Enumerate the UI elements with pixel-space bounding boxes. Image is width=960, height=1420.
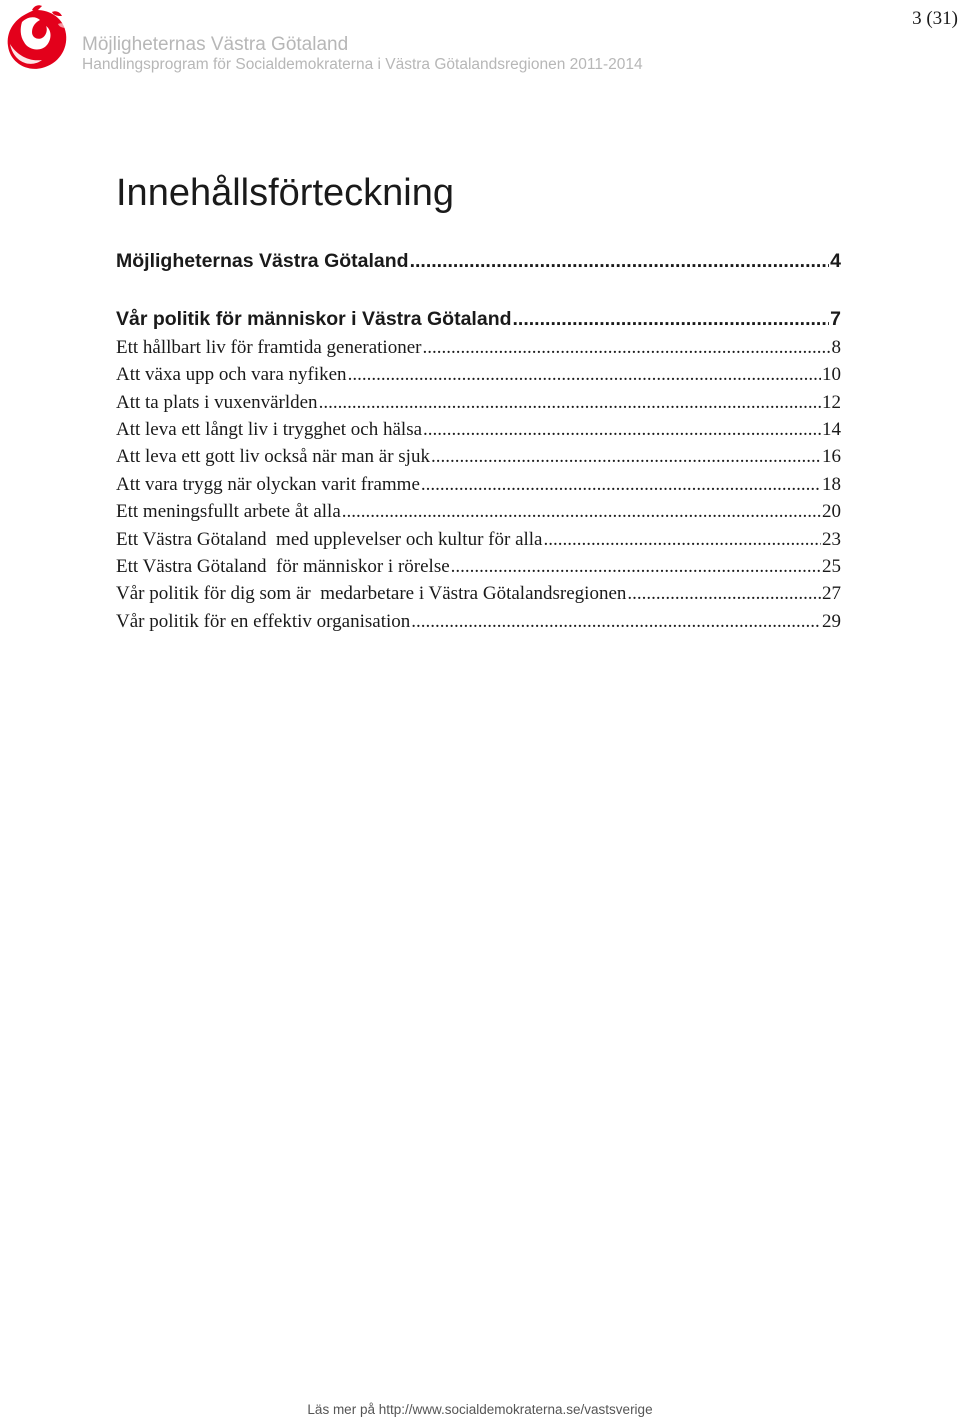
- header-title: Möjligheternas Västra Götaland: [82, 34, 349, 55]
- toc-entry-label: Att ta plats i vuxenvärlden: [116, 391, 318, 413]
- toc-entry-page: 25: [822, 555, 841, 577]
- toc-leader-dots: [342, 498, 821, 525]
- toc-entry-page: 14: [822, 418, 841, 440]
- toc-entry-label: Att växa upp och vara nyfiken: [116, 364, 347, 386]
- toc-entry-page: 10: [822, 364, 841, 386]
- toc-entry[interactable]: [116, 248, 841, 275]
- toc-entry[interactable]: [116, 526, 841, 553]
- toc-entry-label: Vår politik för dig som är medarbetare i Västra Götalandsregionen: [116, 583, 627, 605]
- toc-entry[interactable]: [116, 498, 841, 525]
- toc-entry[interactable]: [116, 580, 841, 607]
- toc-leader-dots: [544, 526, 822, 553]
- toc-entry-page: 29: [822, 610, 841, 632]
- toc-entry-page: 27: [822, 583, 841, 605]
- toc-leader-dots: [319, 389, 821, 416]
- toc-entry-label: Att leva ett gott liv också när man är sjuk: [116, 446, 430, 468]
- toc-entry-label: Ett hållbart liv för framtida generationer: [116, 336, 422, 358]
- toc-entry-label: Att leva ett långt liv i trygghet och hälsa: [116, 418, 423, 440]
- toc-entry-page: 18: [822, 473, 841, 495]
- toc-entry[interactable]: [116, 334, 841, 361]
- toc-entry[interactable]: [116, 443, 841, 470]
- toc-entry-page: 4: [830, 250, 841, 272]
- toc-spacer: [116, 275, 841, 306]
- table-of-contents: [116, 248, 841, 635]
- toc-entry[interactable]: [116, 553, 841, 580]
- toc-leader-dots: [513, 306, 830, 333]
- toc-entry[interactable]: [116, 306, 841, 333]
- toc-entry-page: 8: [831, 336, 841, 358]
- toc-entry[interactable]: [116, 389, 841, 416]
- toc-entry-label: Att vara trygg när olyckan varit framme: [116, 473, 420, 495]
- toc-entry-label: Vår politik för människor i Västra Götaland: [116, 308, 512, 331]
- footer-link-text[interactable]: Läs mer på http://www.socialdemokraterna.se/vastsverige: [307, 1402, 653, 1417]
- toc-leader-dots: [421, 471, 821, 498]
- toc-entry[interactable]: [116, 608, 841, 635]
- toc-entry-page: 7: [830, 308, 841, 331]
- toc-entry-label: Ett meningsfullt arbete åt alla: [116, 501, 341, 523]
- toc-leader-dots: [451, 553, 821, 580]
- toc-entry-page: 23: [822, 528, 841, 550]
- toc-leader-dots: [411, 608, 821, 635]
- toc-entry-page: 20: [822, 501, 841, 523]
- toc-entry-page: 16: [822, 446, 841, 468]
- toc-entry-label: Möjligheternas Västra Götaland: [116, 250, 409, 272]
- rose-logo-icon: [2, 4, 72, 74]
- toc-entry-label: Vår politik för en effektiv organisation: [116, 610, 411, 632]
- toc-entry[interactable]: [116, 471, 841, 498]
- toc-leader-dots: [627, 580, 821, 607]
- toc-entry-label: Ett Västra Götaland för människor i rörelse: [116, 555, 450, 577]
- toc-entry-page: 12: [822, 391, 841, 413]
- toc-leader-dots: [348, 361, 821, 388]
- toc-entry[interactable]: [116, 361, 841, 388]
- toc-leader-dots: [431, 443, 821, 470]
- toc-leader-dots: [423, 416, 821, 443]
- toc-entry-label: Ett Västra Götaland med upplevelser och kultur för alla: [116, 528, 543, 550]
- toc-leader-dots: [422, 334, 830, 361]
- toc-entry[interactable]: [116, 416, 841, 443]
- page-number: 3 (31): [912, 8, 958, 29]
- toc-heading: Innehållsförteckning: [116, 172, 454, 214]
- toc-leader-dots: [410, 248, 830, 275]
- header-subtitle: Handlingsprogram för Socialdemokraterna i Västra Götalandsregionen 2011-2014: [82, 56, 643, 73]
